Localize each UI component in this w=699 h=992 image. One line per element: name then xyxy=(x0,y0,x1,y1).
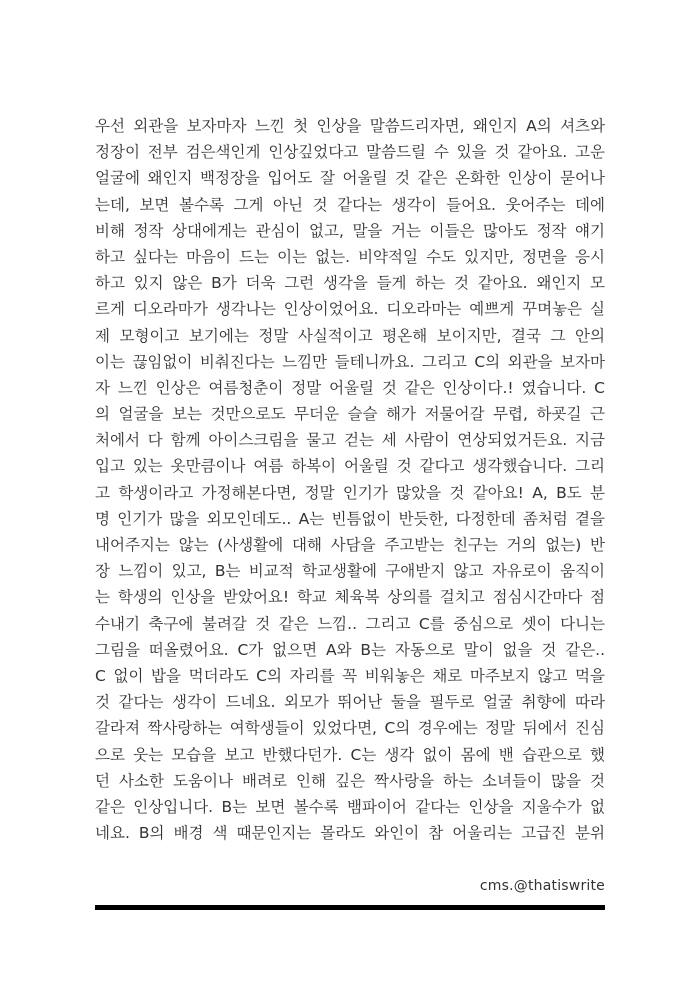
text-line: 는데, 보면 볼수록 그게 아닌 것 같다는 생각이 들어요. 웃어주는 데에 xyxy=(95,195,605,214)
text-line: 자 느낀 인상은 여름청춘이 정말 어울릴 것 같은 인상이다.! 였습니다. C xyxy=(95,378,605,397)
text-line: 것 같다는 생각이 드네요. 외모가 뛰어난 둘을 필두로 얼굴 취향에 따라 xyxy=(95,693,605,712)
text-line: 내어주지는 않는 (사생활에 대해 사담을 주고받는 친구는 거의 없는) 반 xyxy=(95,536,605,554)
text-line: 얼굴에 왜인지 백정장을 입어도 잘 어울릴 것 같은 온화한 인상이 묻어나 xyxy=(95,169,605,188)
text-line: 비해 정작 상대에게는 관심이 없고, 말을 거는 이들은 많아도 정작 얘기 xyxy=(95,221,605,240)
text-line: 고 학생이라고 가정해본다면, 정말 인기가 많았을 것 같아요! A, B도 분 xyxy=(95,483,605,502)
text-line: 하고 있지 않은 B가 더욱 그런 생각을 들게 하는 것 같아요. 왜인지 모 xyxy=(95,274,605,293)
text-line: 같은 인상입니다. B는 보면 볼수록 뱀파이어 같다는 인상을 지울수가 없 xyxy=(95,797,605,816)
text-line: 정장이 전부 검은색인게 인상깊었다고 말씀드릴 수 있을 것 같아요. 고운 xyxy=(95,143,605,162)
text-line: 갈라져 짝사랑하는 여학생들이 있었다면, C의 경우에는 정말 뒤에서 진심 xyxy=(95,719,605,738)
text-line: 장 느낌이 있고, B는 비교적 학교생활에 구애받지 않고 자유로이 움직이 xyxy=(95,562,605,581)
text-line: 제 모형이고 보기에는 정말 사실적이고 평온해 보이지만, 결국 그 안의 xyxy=(95,326,605,345)
body-text xyxy=(95,113,605,846)
author-signature: cms.@thatiswrite xyxy=(479,878,605,894)
text-line: 르게 디오라마가 생각나는 인상이었어요. 디오라마는 예쁘게 꾸며놓은 실 xyxy=(95,300,605,319)
text-line: 명 인기가 많을 외모인데도.. A는 빈틈없이 반듯한, 다정한데 좀처럼 곁을 xyxy=(95,509,605,528)
text-line: 처에서 다 함께 아이스크림을 물고 걷는 세 사람이 연상되었거든요. 지금 xyxy=(95,431,605,450)
text-line: 네요. B의 배경 색 때문인지는 몰라도 와인이 참 어울리는 고급진 분위 xyxy=(95,824,605,843)
text-line: 하고 싶다는 마음이 드는 이는 없는. 비약적일 수도 있지만, 정면을 응시 xyxy=(95,247,605,266)
text-line: 입고 있는 옷만큼이나 여름 하복이 어울릴 것 같다고 생각했습니다. 그리 xyxy=(95,457,605,476)
text-line: 던 사소한 도움이나 배려로 인해 깊은 짝사랑을 하는 소녀들이 많을 것 xyxy=(95,771,605,790)
text-line: 그림을 떠올렸어요. C가 없으면 A와 B는 자동으로 말이 없을 것 같은.. xyxy=(95,640,605,659)
text-line: 이는 끊임없이 비춰진다는 느낌만 들테니까요. 그리고 C의 외관을 보자마 xyxy=(95,352,605,371)
text-line: C 없이 밥을 먹더라도 C의 자리를 꼭 비워놓은 채로 마주보지 않고 먹을 xyxy=(95,666,605,685)
text-line: 의 얼굴을 보는 것만으로도 무더운 슬슬 해가 저물어갈 무렵, 하굣길 근 xyxy=(95,405,605,424)
footer-divider xyxy=(95,905,605,910)
text-line: 우선 외관을 보자마자 느낀 첫 인상을 말씀드리자면, 왜인지 A의 셔츠와 xyxy=(95,117,605,135)
text-line: 으로 웃는 모습을 보고 반했다던가. C는 생각 없이 몸에 밴 습관으로 했 xyxy=(95,745,605,764)
text-line: 수내기 축구에 불려갈 것 같은 느낌.. 그리고 C를 중심으로 셋이 다니는 xyxy=(95,614,605,633)
text-line: 는 학생의 인상을 받았어요! 학교 체육복 상의를 걸치고 점심시간마다 점 xyxy=(95,588,605,607)
